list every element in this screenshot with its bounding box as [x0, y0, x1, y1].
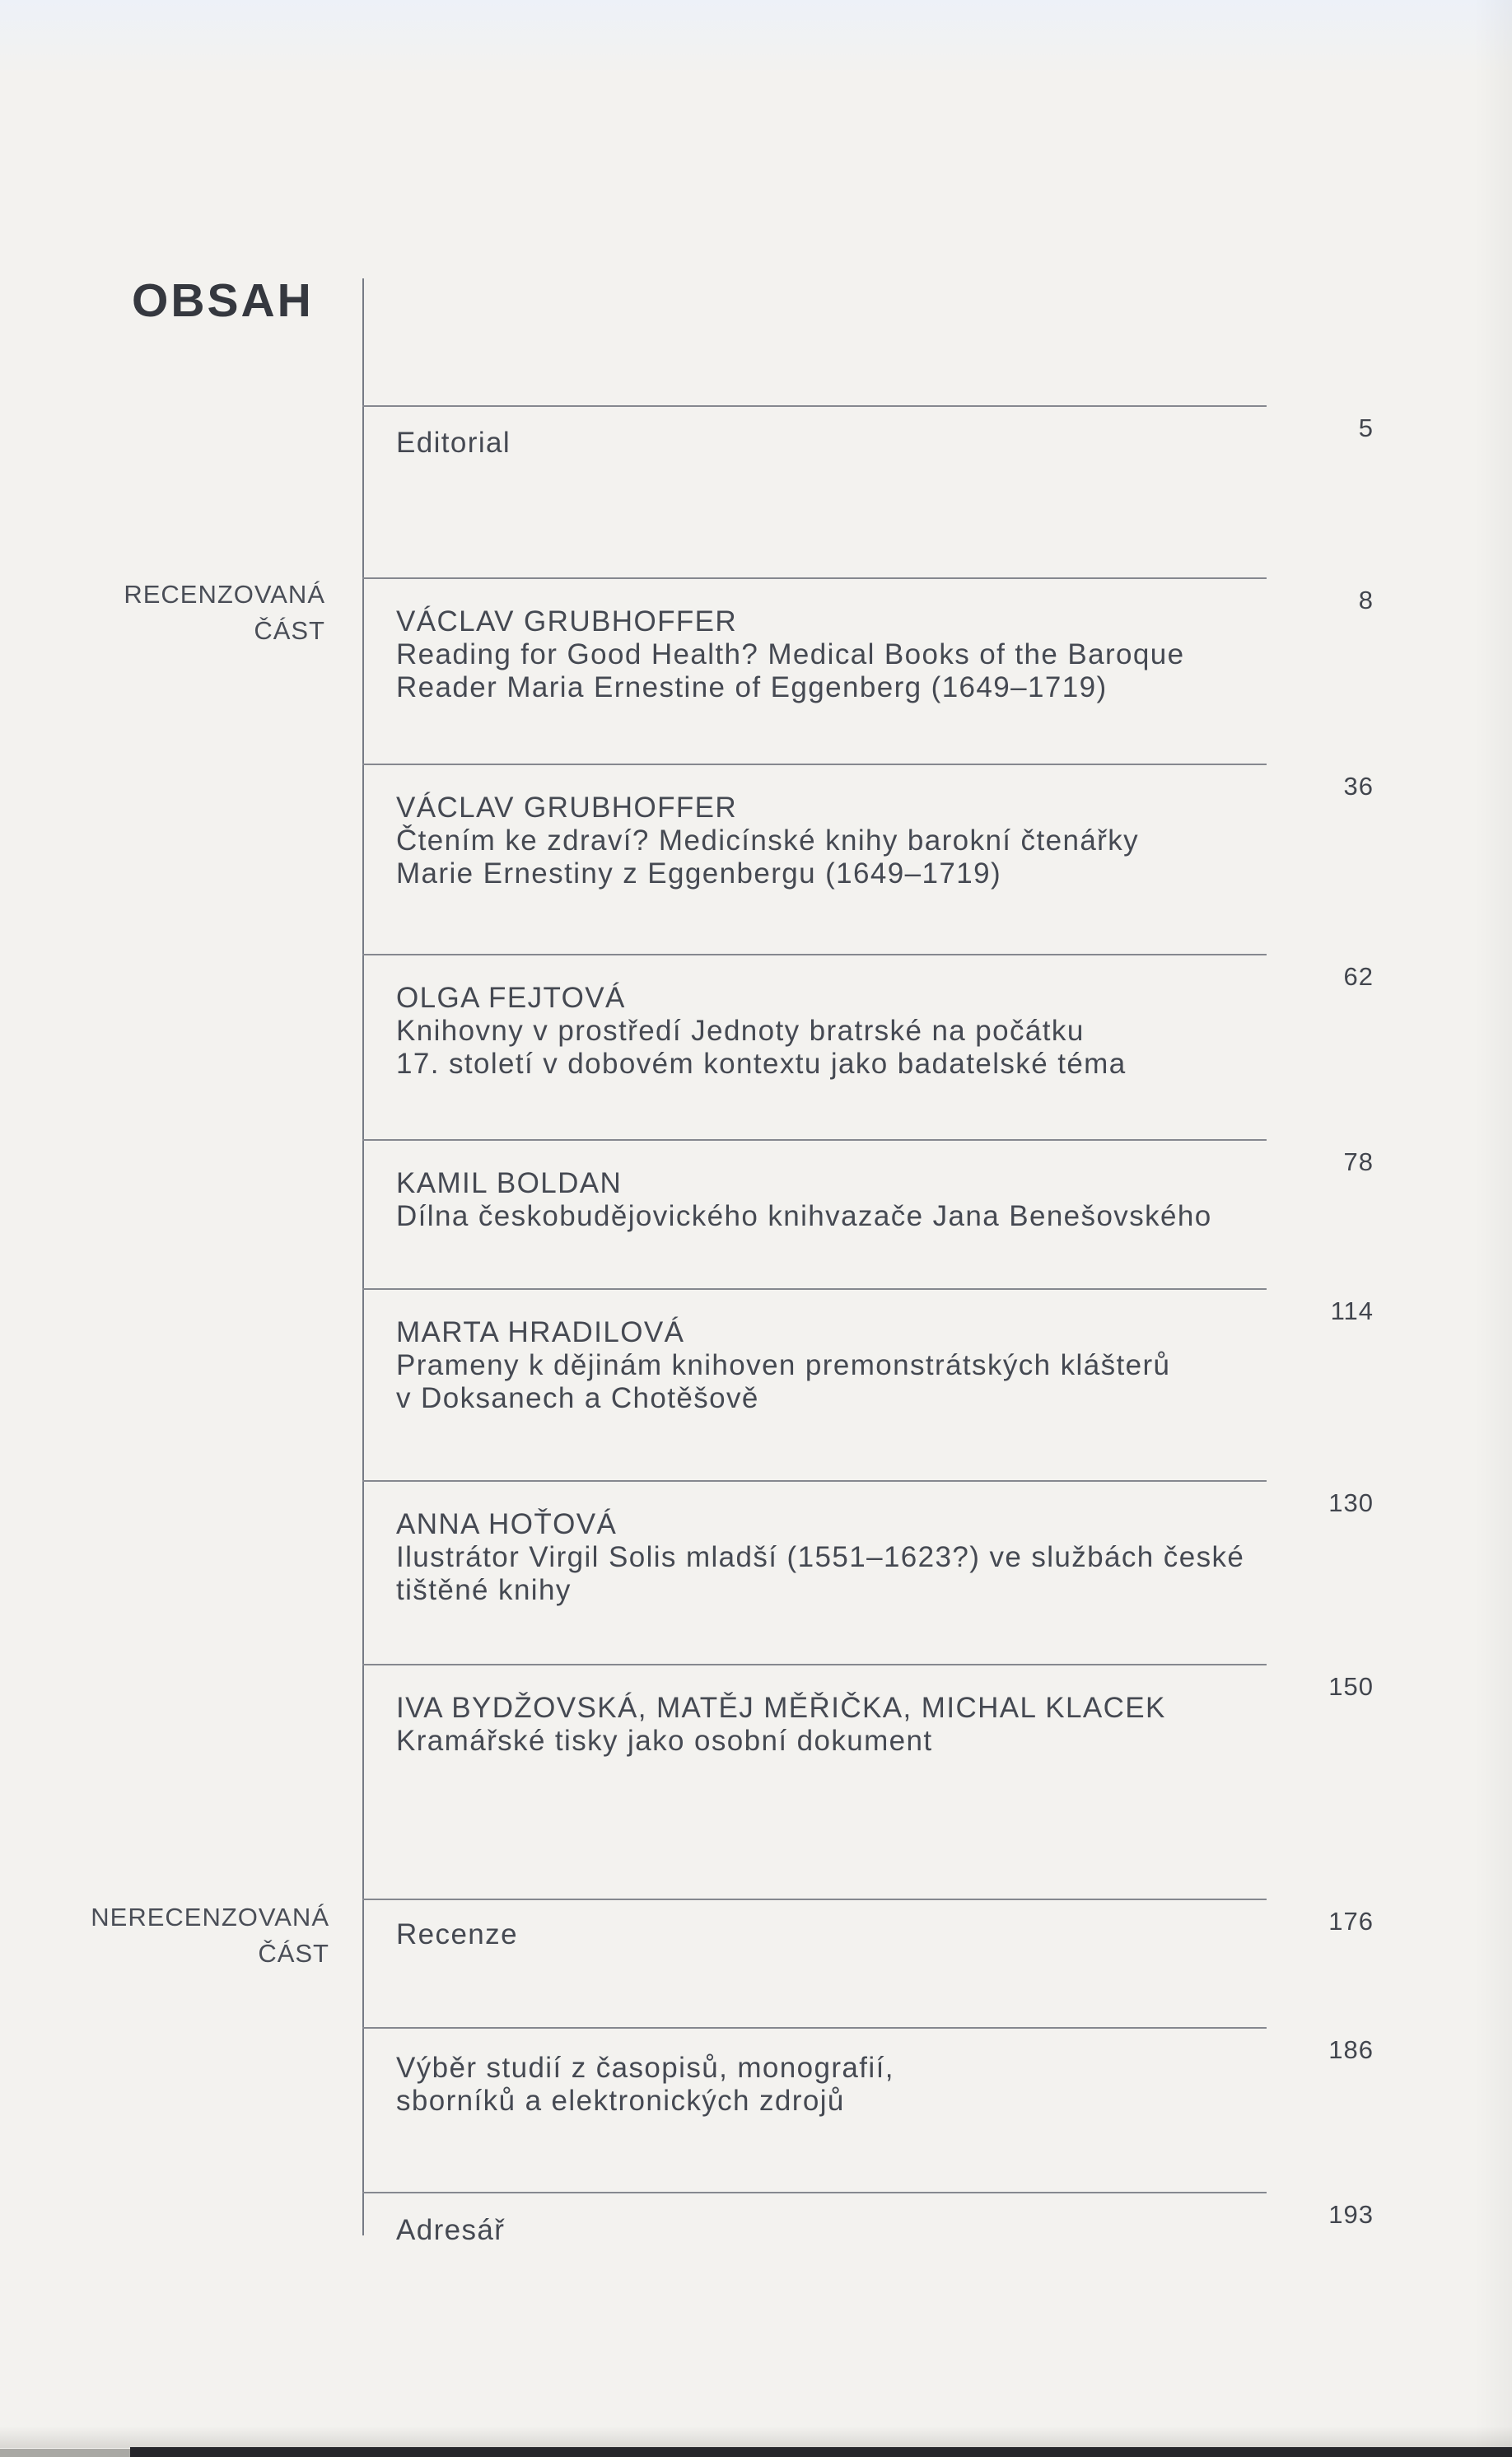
toc-entry-grubhoffer-cz: [362, 764, 1384, 890]
entry-title-line: Recenze: [396, 1918, 518, 1950]
section-label-line: ČÁST: [258, 1939, 329, 1968]
entry-title-line: Marie Ernestiny z Eggenbergu (1649–1719): [396, 857, 1002, 890]
entry-rule: [362, 2192, 1267, 2193]
toc-entry-fejtova: [362, 954, 1384, 1081]
toc-entry-vyber-studii: [362, 2027, 1384, 2118]
page-number: 176: [1328, 1907, 1374, 1936]
entry-author-line: IVA BYDŽOVSKÁ, MATĚJ MĚŘIČKA, MICHAL KLACEK: [396, 1692, 1166, 1724]
entry-author-line: MARTA HRADILOVÁ: [396, 1316, 685, 1348]
toc-entry-hradilova: [362, 1288, 1384, 1415]
entry-rule: [362, 577, 1267, 579]
entry-rule: [362, 1139, 1267, 1141]
entry-rule: [362, 405, 1267, 407]
scan-top-tint: [0, 0, 1512, 74]
entry-title-line: Reading for Good Health? Medical Books of the Baroque: [396, 638, 1185, 670]
toc-entry-bydzovska: [362, 1664, 1384, 1758]
page-number: 5: [1358, 413, 1374, 442]
entry-rule: [362, 1288, 1267, 1290]
scan-bottom-edge-dark: [130, 2447, 1512, 2457]
toc-entry-hotova: [362, 1480, 1384, 1607]
entry-title-line: Čtením ke zdraví? Medicínské knihy barokní čtenářky: [396, 824, 1140, 857]
entry-author-line: KAMIL BOLDAN: [396, 1167, 623, 1199]
toc-entry-grubhoffer-en: [362, 577, 1384, 704]
entry-title-line: sborníků a elektronických zdrojů: [396, 2085, 845, 2117]
entry-author-line: OLGA FEJTOVÁ: [396, 982, 626, 1014]
entry-title-line: Výběr studií z časopisů, monografií,: [396, 2052, 894, 2084]
entry-author-line: ANNA HOŤOVÁ: [396, 1508, 618, 1540]
entry-title-line: Kramářské tisky jako osobní dokument: [396, 1725, 933, 1757]
toc-entry-recenze: [362, 1899, 1384, 1951]
entry-title-line: 17. století v dobovém kontextu jako badatelské téma: [396, 1048, 1127, 1080]
page-number: 62: [1343, 962, 1374, 991]
entry-rule: [362, 764, 1267, 765]
entry-title-line: Dílna českobudějovického knihvazače Jana Benešovského: [396, 1200, 1212, 1232]
section-label-reviewed: [0, 577, 325, 649]
entry-title-line: Adresář: [396, 2214, 506, 2246]
page-number: 36: [1343, 772, 1374, 801]
toc-entry-boldan: [362, 1139, 1384, 1233]
page-number: 78: [1343, 1147, 1374, 1176]
section-label-nonreviewed: [0, 1899, 329, 1972]
toc-entry-adresar: [362, 2192, 1384, 2247]
section-label-line: ČÁST: [254, 616, 325, 645]
scan-right-edge: [1474, 0, 1512, 2457]
page-number: 150: [1328, 1672, 1374, 1701]
scan-bottom-shadow: [0, 2427, 1512, 2448]
entry-author-line: VÁCLAV GRUBHOFFER: [396, 792, 738, 824]
entry-rule: [362, 1664, 1267, 1665]
section-label-line: RECENZOVANÁ: [124, 580, 325, 609]
page-number: 8: [1358, 586, 1374, 614]
page-number: 130: [1328, 1488, 1374, 1517]
scan-bottom-edge-light: [0, 2449, 130, 2457]
page-number: 186: [1328, 2035, 1374, 2064]
section-label-line: NERECENZOVANÁ: [91, 1903, 329, 1932]
entry-author-line: VÁCLAV GRUBHOFFER: [396, 605, 738, 638]
entry-title-line: tištěné knihy: [396, 1574, 572, 1606]
entry-rule: [362, 1899, 1267, 1900]
page-title: OBSAH: [132, 274, 314, 327]
entry-title-line: Knihovny v prostředí Jednoty bratrské na počátku: [396, 1015, 1085, 1047]
entry-title-line: Prameny k dějinám knihoven premonstrátských klášterů: [396, 1349, 1171, 1381]
entry-title-line: Editorial: [396, 427, 511, 459]
entry-rule: [362, 1480, 1267, 1482]
toc-entry-editorial: [362, 405, 1384, 460]
entry-rule: [362, 2027, 1267, 2029]
entry-rule: [362, 954, 1267, 955]
entry-title-line: Ilustrátor Virgil Solis mladší (1551–1623?) ve službách české: [396, 1541, 1245, 1573]
page-number: 193: [1328, 2200, 1374, 2229]
page-number: 114: [1330, 1296, 1374, 1325]
entry-title-line: Reader Maria Ernestine of Eggenberg (1649–1719): [396, 671, 1108, 703]
entry-title-line: v Doksanech a Chotěšově: [396, 1382, 759, 1414]
